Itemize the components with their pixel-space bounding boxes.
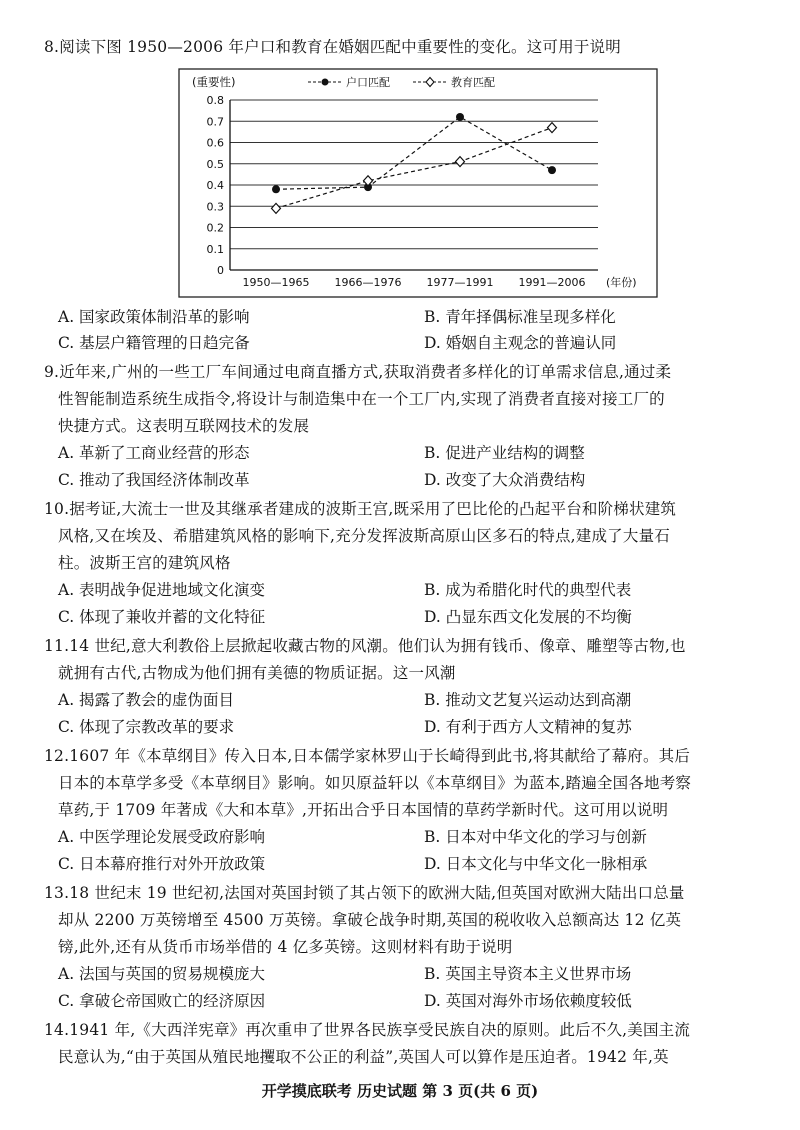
series-line-2 (276, 128, 552, 209)
q10-option-c: C. 体现了兼收并蓄的文化特征 (58, 608, 266, 626)
y-tick-label: 0.6 (206, 136, 224, 150)
q9-option-c: C. 推动了我国经济体制改革 (58, 471, 250, 489)
q12-line-2: 日本的本草学多受《本草纲目》影响。如贝原益轩以《本草纲目》为蓝本,踏遍全国各地考察 (58, 774, 692, 792)
q9-line-2: 性智能制造系统生成指令,将设计与制造集中在一个工厂内,实现了消费者直接对接工厂的 (58, 390, 665, 408)
q13-option-a: A. 法国与英国的贸易规模庞大 (58, 965, 266, 983)
q12-line-3: 草药,于 1709 年著成《大和本草》,开拓出合乎日本国情的草药学新时代。这可用以说明 (58, 801, 669, 819)
q9-option-d: D. 改变了大众消费结构 (424, 471, 586, 489)
q9-line-1: 9.近年来,广州的一些工厂车间通过电商直播方式,获取消费者多样化的订单需求信息,通过柔 (44, 363, 672, 381)
q10-line-3: 柱。波斯王宫的建筑风格 (58, 554, 231, 572)
q13-line-3: 镑,此外,还有从货币市场举借的 4 亿多英镑。这则材料有助于说明 (58, 938, 513, 956)
importance-line-chart (178, 68, 658, 298)
q8-stem: 8.阅读下图 1950—2006 年户口和教育在婚姻匹配中重要性的变化。这可用于说明 (44, 38, 621, 56)
x-tick-label: 1991—2006 (518, 276, 586, 289)
q11-line-2: 就拥有古代,古物成为他们拥有美德的物质证据。这一风潮 (58, 664, 456, 682)
q14-line-2: 民意认为,“由于英国从殖民地攫取不公正的利益”,英国人可以算作是压迫者。1942 年,英 (58, 1048, 669, 1066)
y-tick-label: 0.7 (206, 115, 224, 129)
q13-line-2: 却从 2200 万英镑增至 4500 万英镑。拿破仑战争时期,英国的税收收入总额高达 12 亿英 (58, 911, 682, 929)
data-point (272, 203, 281, 213)
y-tick-label: 0.8 (206, 94, 224, 107)
q12-option-c: C. 日本幕府推行对外开放政策 (58, 855, 266, 873)
y-tick-label: 0 (217, 264, 224, 277)
q13-option-c: C. 拿破仑帝国败亡的经济原因 (58, 992, 266, 1010)
q12-option-a: A. 中医学理论发展受政府影响 (58, 828, 266, 846)
x-tick-label: 1950—1965 (242, 276, 310, 289)
q10-option-b: B. 成为希腊化时代的典型代表 (424, 581, 632, 599)
data-point (548, 123, 557, 133)
data-point (548, 166, 556, 174)
data-point (456, 157, 465, 167)
q10-option-d: D. 凸显东西文化发展的不均衡 (424, 608, 632, 626)
q9-option-a: A. 革新了工商业经营的形态 (58, 444, 250, 462)
q12-option-b: B. 日本对中华文化的学习与创新 (424, 828, 647, 846)
x-axis-unit: (年份) (606, 276, 637, 289)
q12-line-1: 12.1607 年《本草纲目》传入日本,日本儒学家林罗山于长崎得到此书,将其献给了幕府。其后 (44, 747, 691, 765)
data-point (272, 185, 280, 193)
y-tick-label: 0.4 (206, 179, 224, 192)
page-footer: 开学摸底联考 历史试题 第 3 页(共 6 页) (261, 1082, 539, 1100)
q8-option-d: D. 婚姻自主观念的普遍认同 (424, 334, 617, 352)
x-tick-label: 1977—1991 (426, 276, 494, 289)
y-tick-label: 0.3 (206, 200, 224, 214)
q13-option-b: B. 英国主导资本主义世界市场 (424, 965, 632, 983)
q12-option-d: D. 日本文化与中华文化一脉相承 (424, 855, 648, 873)
q8-option-b: B. 青年择偶标准呈现多样化 (424, 308, 616, 326)
series-line-1 (276, 117, 552, 189)
q10-option-a: A. 表明战争促进地域文化演变 (58, 581, 266, 599)
legend-label-1: 户口匹配 (346, 76, 390, 89)
q11-option-a: A. 揭露了教会的虚伪面目 (58, 691, 235, 709)
x-tick-label: 1966—1976 (334, 276, 402, 289)
q8-option-c: C. 基层户籍管理的日趋完备 (58, 334, 250, 352)
legend-marker-2 (426, 78, 434, 87)
chart-frame (179, 69, 657, 297)
q10-line-1: 10.据考证,大流士一世及其继承者建成的波斯王宫,既采用了巴比伦的凸起平台和阶梯状建筑 (44, 500, 677, 518)
q13-option-d: D. 英国对海外市场依赖度较低 (424, 992, 632, 1010)
y-tick-label: 0.1 (206, 242, 224, 256)
q14-line-1: 14.1941 年,《大西洋宪章》再次重申了世界各民族享受民族自决的原则。此后不久,美国主流 (44, 1021, 691, 1039)
q11-line-1: 11.14 世纪,意大利教俗上层掀起收藏古物的风潮。他们认为拥有钱币、像章、雕塑等古物,也 (44, 637, 686, 655)
q10-line-2: 风格,又在埃及、希腊建筑风格的影响下,充分发挥波斯高原山区多石的特点,建成了大量石 (58, 527, 670, 545)
q11-option-b: B. 推动文艺复兴运动达到高潮 (424, 691, 632, 709)
q8-option-a: A. 国家政策体制沿革的影响 (58, 308, 250, 326)
q9-line-3: 快捷方式。这表明互联网技术的发展 (58, 417, 310, 435)
q11-option-d: D. 有利于西方人文精神的复苏 (424, 718, 632, 736)
y-tick-label: 0.2 (206, 221, 224, 235)
data-point (456, 113, 464, 121)
legend-marker-1 (322, 79, 329, 86)
chart-svg (178, 68, 658, 298)
q11-option-c: C. 体现了宗教改革的要求 (58, 718, 235, 736)
data-point (364, 176, 373, 186)
y-axis-label: (重要性) (192, 75, 236, 89)
legend-label-2: 教育匹配 (451, 76, 495, 89)
q9-option-b: B. 促进产业结构的调整 (424, 444, 585, 462)
y-tick-label: 0.5 (206, 157, 224, 171)
q13-line-1: 13.18 世纪末 19 世纪初,法国对英国封锁了其占领下的欧洲大陆,但英国对欧洲大陆出口总量 (44, 884, 685, 902)
